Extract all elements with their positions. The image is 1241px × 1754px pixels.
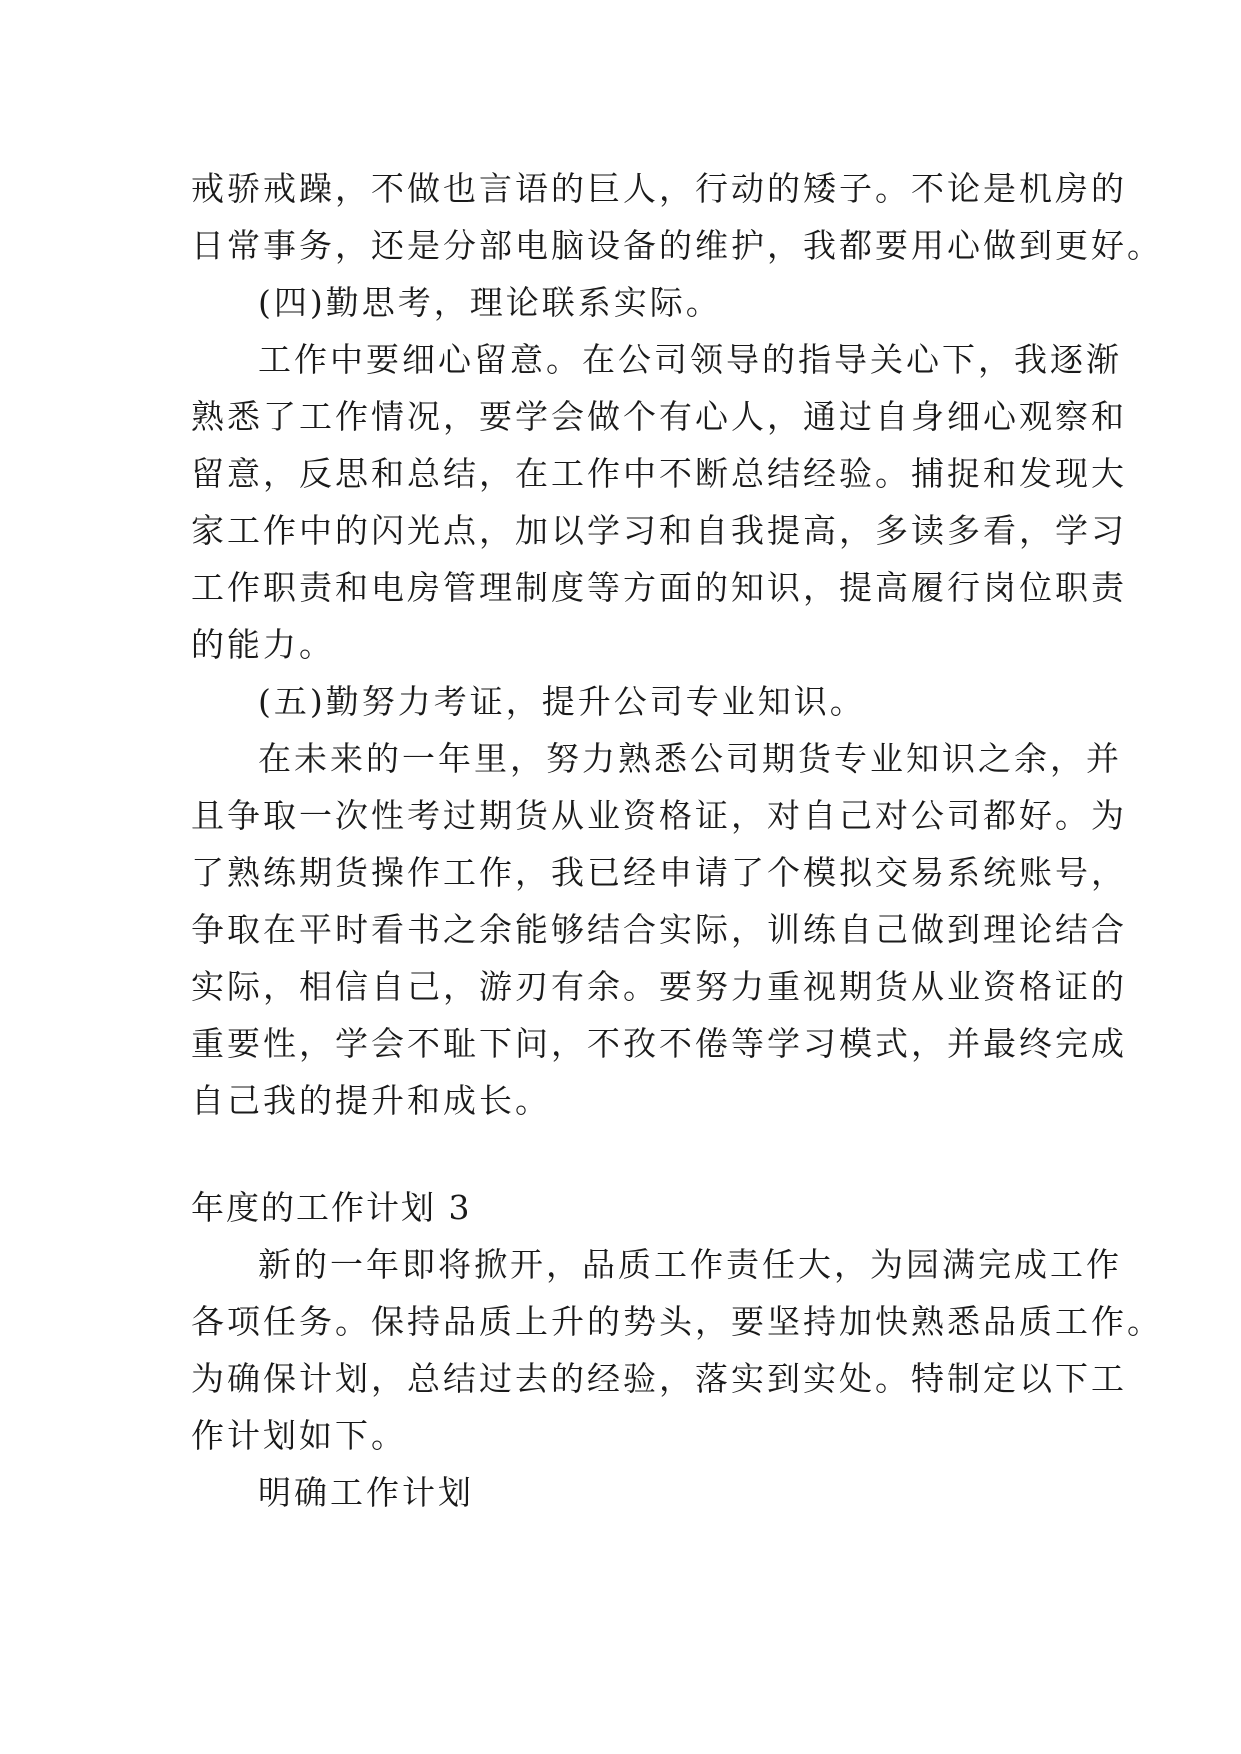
paragraph-line: 争取在平时看书之余能够结合实际，训练自己做到理论结合 <box>191 910 1127 949</box>
paragraph-line: 戒骄戒躁，不做也言语的巨人，行动的矮子。不论是机房的 <box>191 169 1127 208</box>
paragraph-line: 熟悉了工作情况，要学会做个有心人，通过自身细心观察和 <box>191 397 1127 436</box>
paragraph-line: 各项任务。保持品质上升的势头，要坚持加快熟悉品质工作。 <box>191 1302 1163 1341</box>
plan-title: 年度的工作计划 3 <box>191 1188 472 1227</box>
paragraph-line: 实际，相信自己，游刃有余。要努力重视期货从业资格证的 <box>191 967 1127 1006</box>
paragraph-line: 日常事务，还是分部电脑设备的维护，我都要用心做到更好。 <box>191 226 1163 265</box>
document-body <box>191 160 1163 1521</box>
section-heading-4: (四)勤思考，理论联系实际。 <box>258 283 722 322</box>
paragraph-line: 重要性，学会不耻下问，不孜不倦等学习模式，并最终完成 <box>191 1024 1127 1063</box>
paragraph-line: 工作职责和电房管理制度等方面的知识，提高履行岗位职责 <box>191 568 1127 607</box>
paragraph-line: 且争取一次性考过期货从业资格证，对自己对公司都好。为 <box>191 796 1127 835</box>
paragraph-line: 为确保计划，总结过去的经验，落实到实处。特制定以下工 <box>191 1359 1127 1398</box>
section-heading-5: (五)勤努力考证，提升公司专业知识。 <box>258 682 866 721</box>
paragraph-line: 作计划如下。 <box>191 1416 407 1455</box>
paragraph-line: 新的一年即将掀开，品质工作责任大，为园满完成工作 <box>258 1245 1122 1284</box>
paragraph-line: 自己我的提升和成长。 <box>191 1081 551 1120</box>
plan-subheading: 明确工作计划 <box>258 1473 474 1512</box>
section-gap <box>191 1129 1071 1179</box>
paragraph-line: 工作中要细心留意。在公司领导的指导关心下，我逐渐 <box>258 340 1122 379</box>
paragraph-line: 的能力。 <box>191 625 335 664</box>
paragraph-line: 在未来的一年里，努力熟悉公司期货专业知识之余，并 <box>258 739 1122 778</box>
paragraph-line: 留意，反思和总结，在工作中不断总结经验。捕捉和发现大 <box>191 454 1127 493</box>
paragraph-line: 家工作中的闪光点，加以学习和自我提高，多读多看，学习 <box>191 511 1127 550</box>
paragraph-line: 了熟练期货操作工作，我已经申请了个模拟交易系统账号， <box>191 853 1127 892</box>
